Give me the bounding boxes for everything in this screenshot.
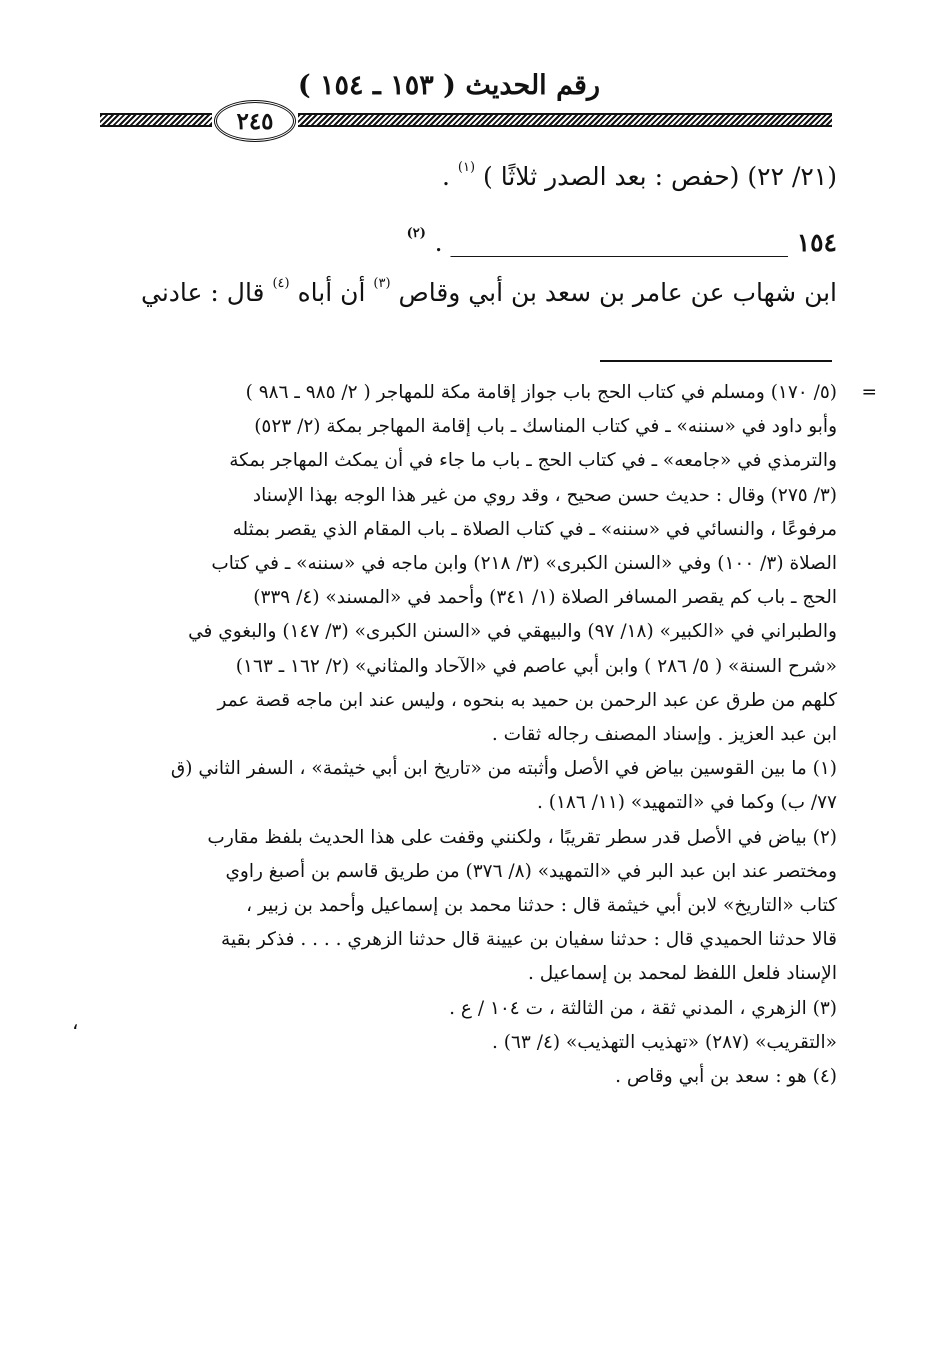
main-text: . (442, 162, 458, 191)
footnote-1 (100, 752, 837, 820)
page-number-badge: ٢٤٥ (214, 100, 296, 142)
footnote-line: الإسناد فلعل اللفظ لمحمد بن إسماعيل . (527, 963, 837, 985)
footnote-ref: (٢) (406, 226, 426, 241)
main-text: ابن شهاب عن عامر بن سعد بن أبي وقاص (398, 278, 837, 307)
header-rule-right (298, 113, 832, 127)
footnote-line: (٢) بياض في الأصل قدر سطر تقريبًا ، ولكنني وقفت على هذا الحديث بلفظ مقارب (207, 826, 837, 848)
footnote-continuation (100, 376, 877, 752)
main-text: أن أباه (297, 278, 366, 307)
hadith-dashes: ___________________________ . (434, 228, 788, 257)
footnotes (100, 376, 877, 1094)
page-title: رقم الحديث ( ١٥٣ ـ ١٥٤ ) (297, 70, 600, 101)
footnote-line: وأبو داود في «سننه» ـ في كتاب المناسك ـ باب إقامة المهاجر بمكة (٢/ ٥٢٣) (254, 416, 837, 438)
footnote-line: قالا حدثنا الحميدي قال : حدثنا سفيان بن عيينة قال حدثنا الزهري . . . . فذكر بقية (221, 929, 837, 951)
footnote-line: (٤) هو : سعد بن أبي وقاص . (615, 1066, 837, 1088)
footnote-ref: (١) (457, 160, 476, 175)
footnote-line: (٣/ ٢٧٥) وقال : حديث حسن صحيح ، وقد روي من غير هذا الوجه بهذا الإسناد (252, 484, 837, 506)
footnote-line: كلهم من طرق عن عبد الرحمن بن حميد به بنحوه ، وليس عند ابن ماجه قصة عمر (217, 689, 837, 711)
main-text: (٢١/ ٢٢) (حفص : بعد الصدر ثلاثًا ) (483, 162, 837, 191)
footnote-line: ومختصر عند ابن عبد البر في «التمهيد» (٨/ ٣٧٦) من طريق قاسم بن أصبغ راوي (225, 860, 837, 882)
footnote-line: (٥/ ١٧٠) ومسلم في كتاب الحج باب جواز إقامة مكة للمهاجر ( ٢/ ٩٨٥ ـ ٩٨٦ ) (245, 382, 837, 403)
hadith-number: ١٥٤ (796, 228, 837, 257)
footnote-2 (100, 821, 837, 992)
footnote-line: (١) ما بين القوسين بياض في الأصل وأثبته من «تاريخ ابن أبي خيثمة» ، السفر الثاني (ق (170, 758, 837, 780)
footnote-line: الحج ـ باب كم يقصر المسافر الصلاة (١/ ٣٤١) وأحمد في «المسند» (٤/ ٣٣٩) (253, 587, 837, 609)
footnote-ref: (٣) (373, 276, 391, 291)
footnote-line: «شرح السنة» ( ٥/ ٢٨٦ ) وابن أبي عاصم في «الآحاد والمثاني» (٢/ ١٦٢ ـ ١٦٣) (235, 655, 837, 677)
footnote-line: ابن عبد العزيز . وإسناد المصنف رجاله ثقات . (491, 724, 837, 746)
footnote-line: ٧٧/ ب) وكما في «التمهيد» (١١/ ١٨٦) . (536, 792, 837, 814)
continuation-mark: = (861, 382, 877, 403)
footnote-line: والترمذي في «جامعه» ـ في كتاب الحج ـ باب ما جاء في أن يمكث المهاجر بمكة (229, 450, 837, 472)
footnote-line: والطبراني في «الكبير» (١٨/ ٩٧) والبيهقي في «السنن الكبرى» (٣/ ١٤٧) والبغوي في (188, 621, 837, 643)
hadith-heading (407, 226, 837, 257)
footnote-line: الصلاة (٣/ ١٠٠) وفي «السنن الكبرى» (٣/ ٢١٨) وابن ماجه في «سننه» ـ في كتاب (211, 553, 837, 575)
main-text-line-3 (141, 276, 837, 307)
footnote-4 (100, 1060, 837, 1094)
footnote-line: كتاب «التاريخ» لابن أبي خيثمة قال : حدثنا محمد بن إسماعيل وأحمد بن زبير ، (246, 895, 837, 917)
header-rule-left (100, 113, 212, 127)
main-text: قال : عادني (141, 278, 265, 307)
footnote-line: مرفوعًا ، والنسائي في «سننه» ـ في كتاب الصلاة ـ باب المقام الذي يقصر بمثله (232, 518, 837, 540)
footnote-line: (٣) الزهري ، المدني ثقة ، من الثالثة ، ت ١٠٤ / ع . (449, 997, 837, 1019)
footnote-ref: (٤) (272, 276, 290, 291)
footnote-separator (600, 360, 832, 362)
main-text-line-1 (442, 160, 837, 191)
footnote-line: «التقريب» (٢٨٧) «تهذيب التهذيب» (٤/ ٦٣) . (491, 1031, 837, 1053)
footnote-3 (100, 992, 837, 1060)
stray-mark: ، (72, 1010, 79, 1034)
